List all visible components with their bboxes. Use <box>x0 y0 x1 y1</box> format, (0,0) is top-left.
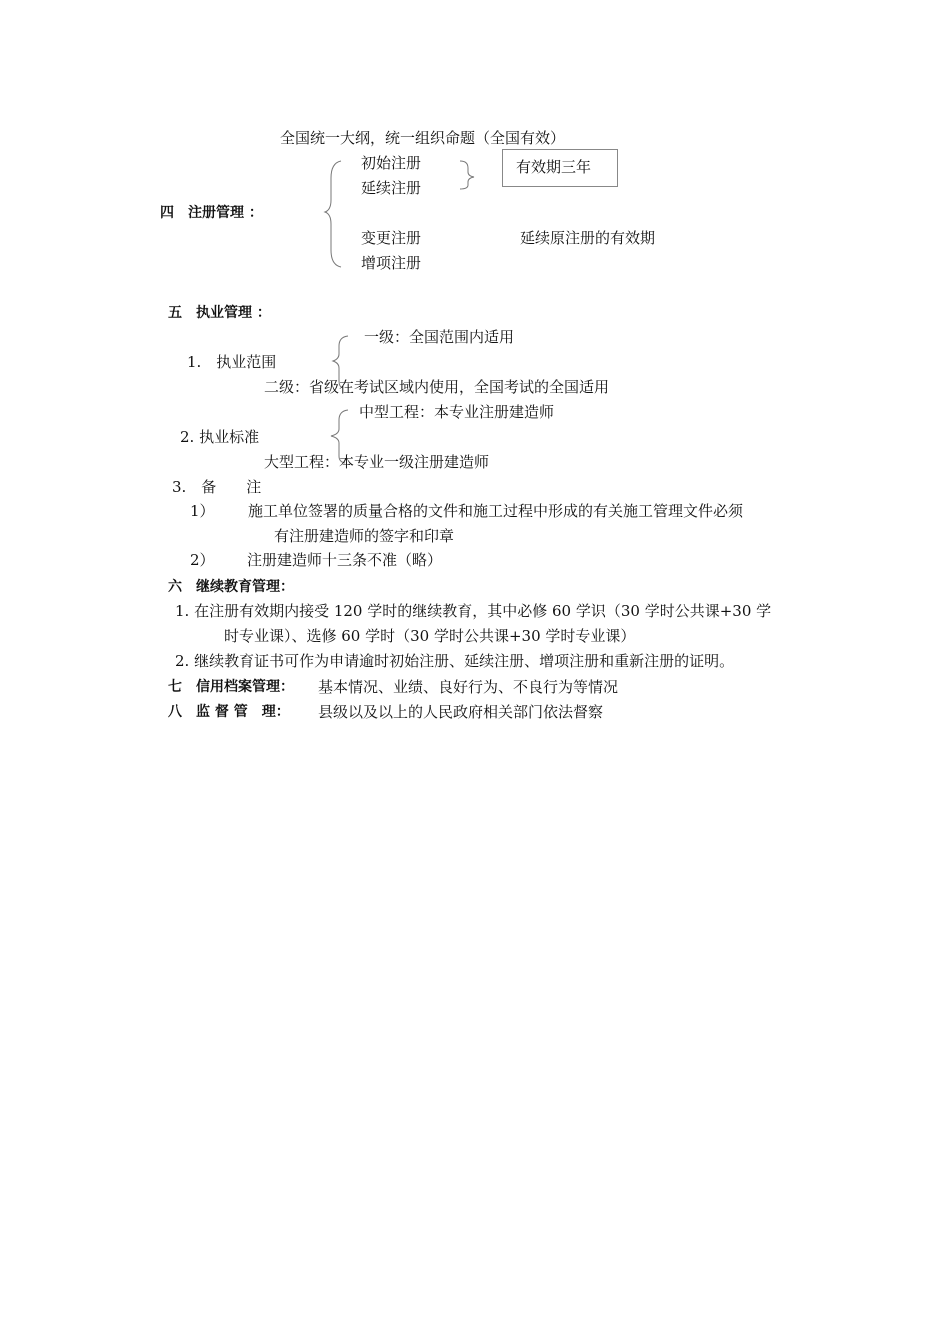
scope-level1: 一级：全国范围内适用 <box>364 328 515 346</box>
education-item-1-line-1: 1. 在注册有效期内接受 120 学时的继续教育，其中必修 60 学识（30 学时公共课+30 学 <box>175 602 772 620</box>
section-5-heading: 五 执业管理 ： <box>168 305 271 321</box>
remark-1-line-1: 施工单位签署的质量合格的文件和施工过程中形成的有关施工管理文件必须 <box>248 502 744 520</box>
section-7-heading: 七 信用档案管理： <box>168 679 294 695</box>
scope-label: 1. 执业范围 <box>187 353 277 371</box>
change-registration: 变更注册 <box>361 229 422 247</box>
remark-1-line-2: 有注册建造师的签字和印章 <box>274 527 455 545</box>
section-7-text: 基本情况、业绩、良好行为、不良行为等情况 <box>318 678 619 696</box>
validity-text: 有效期三年 <box>516 158 592 176</box>
standard-label: 2. 执业标准 <box>180 428 260 446</box>
section-6-heading: 六 继续教育管理： <box>168 579 294 595</box>
remark-2-text: 注册建造师十三条不准（略） <box>247 551 443 569</box>
change-registration-note: 延续原注册的有效期 <box>520 229 656 247</box>
remarks-label: 3. 备 注 <box>172 478 262 496</box>
renewal-registration: 延续注册 <box>361 179 422 197</box>
top-line: 全国统一大纲，统一组织命题（全国有效） <box>280 129 566 147</box>
registration-brace <box>325 161 341 267</box>
scope-level2: 二级：省级在考试区域内使用，全国考试的全国适用 <box>264 378 610 396</box>
validity-brace <box>460 161 474 189</box>
remark-1-number: 1） <box>190 502 215 520</box>
initial-registration: 初始注册 <box>361 154 422 172</box>
standard-medium: 中型工程：本专业注册建造师 <box>359 403 555 421</box>
section-4-heading: 四 注册管理 ： <box>160 205 263 221</box>
remark-2-number: 2） <box>190 551 215 569</box>
section-8-heading: 八 监 督 管 理： <box>168 704 290 720</box>
section-8-text: 县级以及以上的人民政府相关部门依法督察 <box>318 703 604 721</box>
education-item-1-line-2: 时专业课）、选修 60 学时（30 学时公共课+30 学时专业课） <box>224 627 636 645</box>
addition-registration: 增项注册 <box>361 254 422 272</box>
education-item-2: 2. 继续教育证书可作为申请逾时初始注册、延续注册、增项注册和重新注册的证明。 <box>175 652 735 670</box>
standard-large: 大型工程：本专业一级注册建造师 <box>264 453 490 471</box>
